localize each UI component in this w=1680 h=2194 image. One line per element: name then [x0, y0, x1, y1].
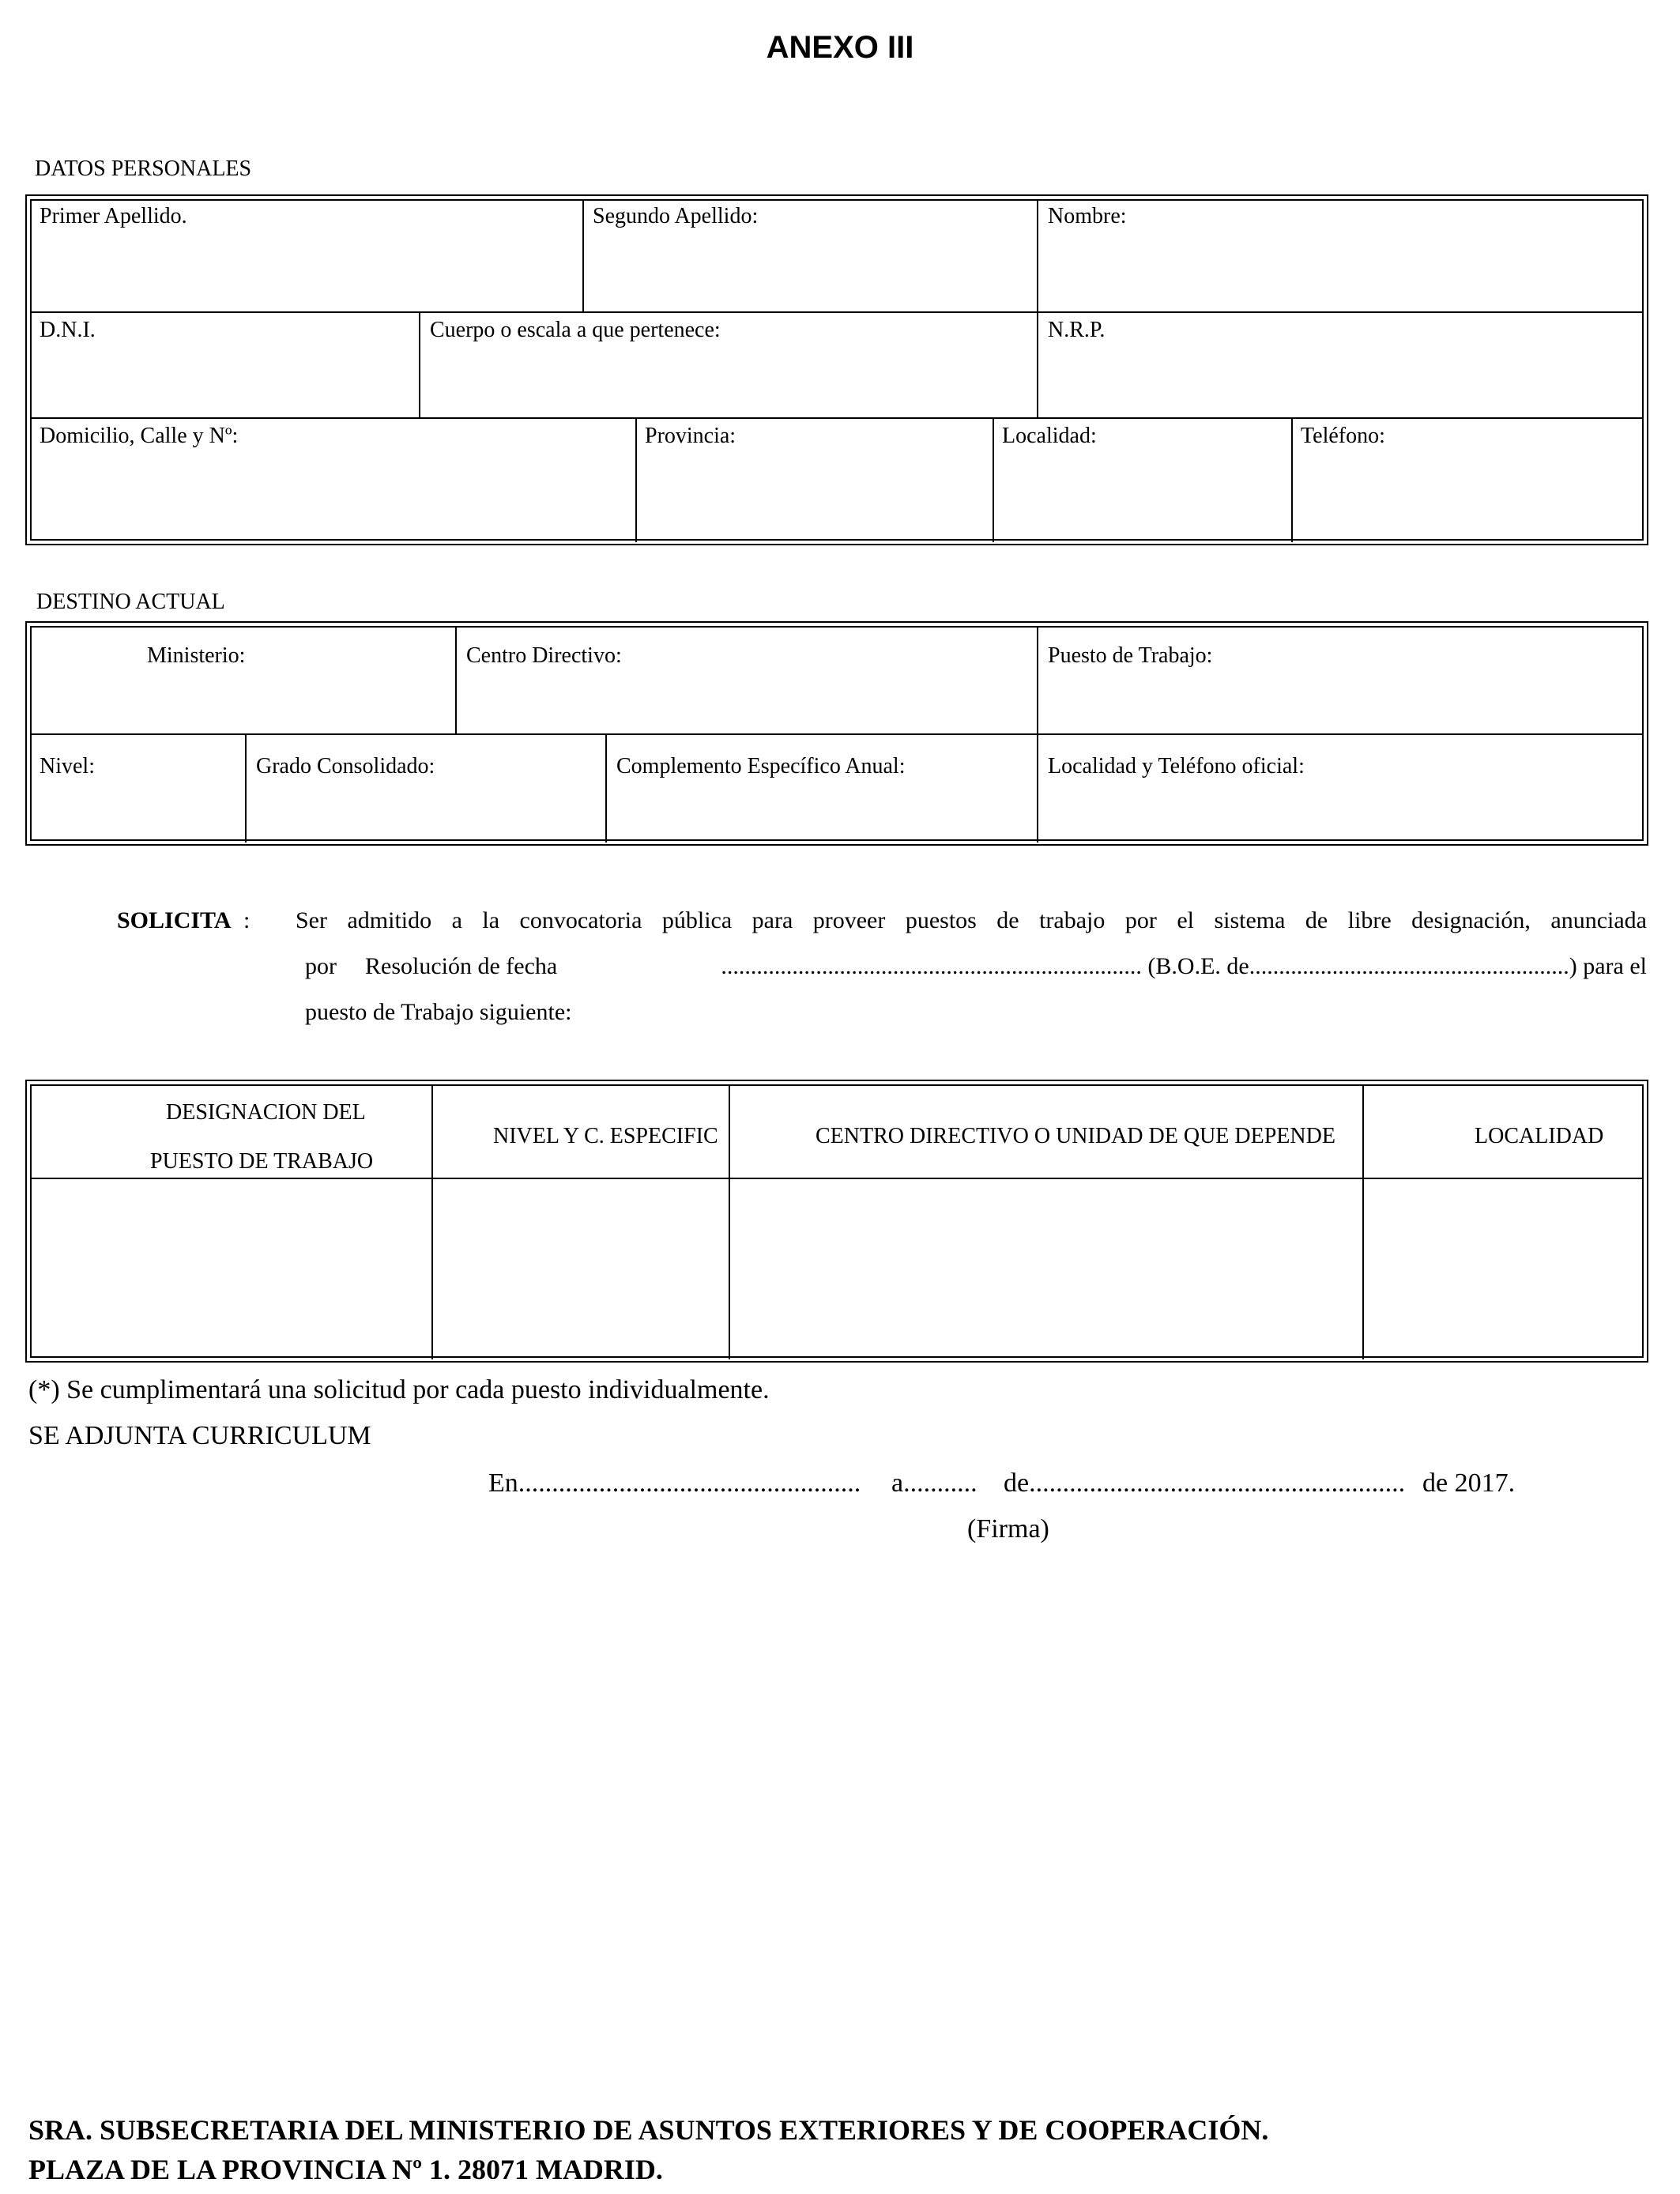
- localidad-telefono-field[interactable]: Localidad y Teléfono oficial:: [1048, 754, 1305, 778]
- solicita-line-1: Ser admitido a la convocatoria pública para proveer puestos de trabajo por el sistema de libre designación, anunciada: [296, 907, 1647, 933]
- grado-consolidado-field[interactable]: Grado Consolidado:: [256, 754, 435, 778]
- designacion-header-line-2: PUESTO DE TRABAJO: [150, 1149, 374, 1174]
- centro-directivo-header: CENTRO DIRECTIVO O UNIDAD DE QUE DEPENDE: [816, 1124, 1335, 1148]
- solicita-por: por: [305, 953, 337, 979]
- resolucion-fecha-label: Resolución de fecha: [365, 953, 558, 979]
- page-title: ANEXO III: [766, 30, 914, 65]
- puesto-trabajo-field[interactable]: Puesto de Trabajo:: [1048, 643, 1213, 668]
- nivel-header: NIVEL Y C. ESPECIFIC: [493, 1124, 718, 1148]
- designacion-cell[interactable]: [32, 1181, 430, 1359]
- puesto-table: [25, 1080, 1648, 1363]
- datos-personales-box: [25, 194, 1648, 545]
- dia-line[interactable]: a...........: [891, 1468, 977, 1498]
- centro-directivo-field[interactable]: Centro Directivo:: [466, 643, 622, 668]
- adjunta-curriculum: SE ADJUNTA CURRICULUM: [28, 1421, 371, 1450]
- nivel-field[interactable]: Nivel:: [40, 754, 95, 778]
- footer-address: PLAZA DE LA PROVINCIA Nº 1. 28071 MADRID.: [28, 2154, 663, 2185]
- firma-label: (Firma): [967, 1514, 1049, 1544]
- destino-actual-heading: DESTINO ACTUAL: [36, 590, 225, 614]
- domicilio-field[interactable]: Domicilio, Calle y Nº:: [40, 424, 239, 448]
- datos-personales-heading: DATOS PERSONALES: [35, 156, 252, 181]
- ministerio-field[interactable]: Ministerio:: [147, 643, 246, 668]
- solicita-label: SOLICITA: [117, 907, 232, 933]
- primer-apellido-field[interactable]: Primer Apellido.: [40, 204, 187, 228]
- nombre-field[interactable]: Nombre:: [1048, 204, 1127, 228]
- cuerpo-field[interactable]: Cuerpo o escala a que pertenece:: [430, 318, 721, 342]
- nrp-field[interactable]: N.R.P.: [1048, 318, 1106, 342]
- solicita-line-3: puesto de Trabajo siguiente:: [305, 999, 572, 1025]
- dni-field[interactable]: D.N.I.: [40, 318, 96, 342]
- lugar-line[interactable]: En...................................................: [488, 1468, 861, 1498]
- solicita-colon: :: [243, 907, 250, 933]
- mes-line[interactable]: de........................................................: [1004, 1468, 1406, 1498]
- localidad-cell[interactable]: [1365, 1181, 1644, 1359]
- destino-actual-box: [25, 621, 1648, 846]
- designacion-header-line-1: DESIGNACION DEL: [166, 1100, 366, 1125]
- localidad-field[interactable]: Localidad:: [1002, 424, 1097, 448]
- centro-directivo-cell[interactable]: [732, 1181, 1361, 1359]
- segundo-apellido-field[interactable]: Segundo Apellido:: [593, 204, 759, 228]
- nota-solicitud: (*) Se cumplimentará una solicitud por cada puesto individualmente.: [28, 1375, 770, 1404]
- telefono-field[interactable]: Teléfono:: [1301, 424, 1385, 448]
- footer-addressee: SRA. SUBSECRETARIA DEL MINISTERIO DE ASUNTOS EXTERIORES Y DE COOPERACIÓN.: [28, 2114, 1269, 2146]
- resolucion-boe-line[interactable]: ....................................................................... (B.O.E. de......................................................) para el: [721, 953, 1647, 979]
- provincia-field[interactable]: Provincia:: [645, 424, 736, 448]
- complemento-especifico-field[interactable]: Complemento Específico Anual:: [616, 754, 906, 778]
- year-text: de 2017.: [1422, 1468, 1516, 1498]
- localidad-header: LOCALIDAD: [1475, 1124, 1604, 1148]
- nivel-cell[interactable]: [435, 1181, 727, 1359]
